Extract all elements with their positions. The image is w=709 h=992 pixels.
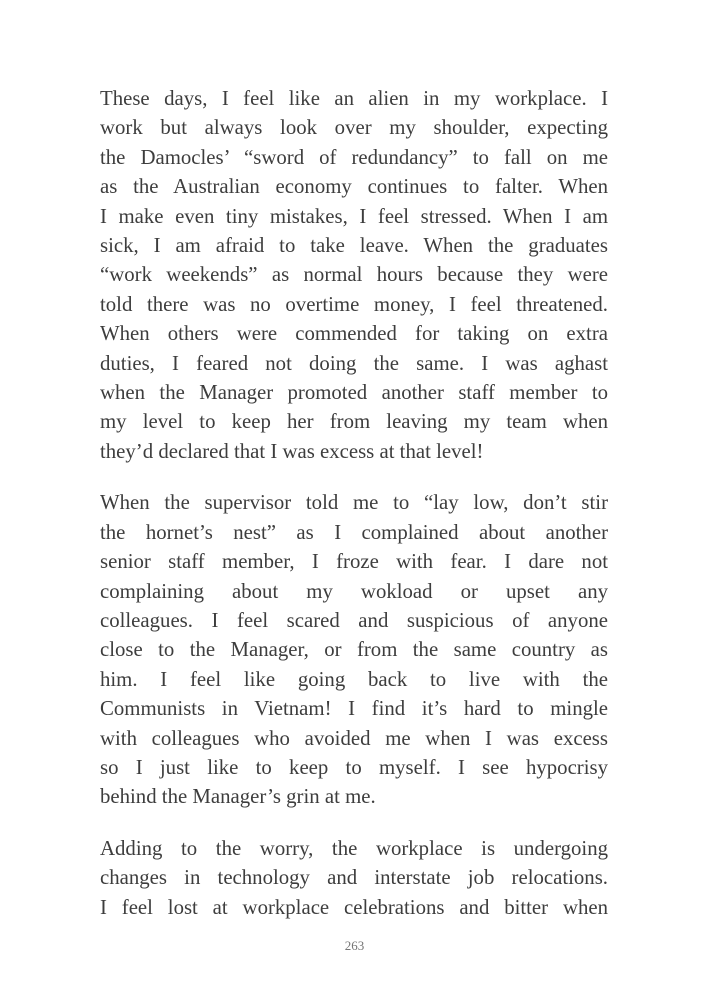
text-line: I feel lost at workplace celebrations and bitter when (100, 895, 608, 919)
text-line: sick, I am afraid to take leave. When the graduates (100, 234, 608, 258)
body-text (100, 84, 608, 944)
text-line: These days, I feel like an alien in my workplace. I (100, 87, 608, 110)
text-line: the hornet’s nest” as I complained about another (100, 520, 608, 544)
text-line: told there was no overtime money, I feel threatened. (100, 292, 608, 316)
text-line: “work weekends” as normal hours because they were (100, 263, 608, 287)
paragraph (100, 834, 608, 922)
paragraph (100, 84, 608, 466)
paragraph (100, 488, 608, 811)
text-line: Communists in Vietnam! I find it’s hard to mingle (100, 697, 608, 721)
text-line: When others were commended for taking on extra (100, 322, 608, 346)
text-line: behind the Manager’s grin at me. (100, 785, 376, 809)
text-line: they’d declared that I was excess at that level! (100, 439, 484, 463)
text-line: Adding to the worry, the workplace is undergoing (100, 836, 608, 860)
text-line: colleagues. I feel scared and suspicious of anyone (100, 608, 608, 632)
text-line: as the Australian economy continues to falter. When (100, 175, 608, 199)
text-line: complaining about my wokload or upset any (100, 579, 608, 603)
text-line: work but always look over my shoulder, expecting (100, 116, 608, 140)
text-line: so I just like to keep to myself. I see hypocrisy (100, 755, 608, 779)
text-line: him. I feel like going back to live with the (100, 667, 608, 691)
text-line: changes in technology and interstate job relocations. (100, 866, 608, 890)
text-line: I make even tiny mistakes, I feel stressed. When I am (100, 204, 608, 228)
text-line: close to the Manager, or from the same country as (100, 638, 608, 662)
text-line: with colleagues who avoided me when I was excess (100, 726, 608, 750)
text-line: duties, I feared not doing the same. I was aghast (100, 351, 608, 375)
text-line: the Damocles’ “sword of redundancy” to fall on me (100, 145, 608, 169)
text-line: senior staff member, I froze with fear. I dare not (100, 550, 608, 574)
text-line: when the Manager promoted another staff member to (100, 381, 608, 405)
page-number: 263 (344, 938, 365, 953)
text-line: When the supervisor told me to “lay low, don’t stir (100, 491, 608, 515)
text-line: my level to keep her from leaving my team when (100, 410, 608, 434)
